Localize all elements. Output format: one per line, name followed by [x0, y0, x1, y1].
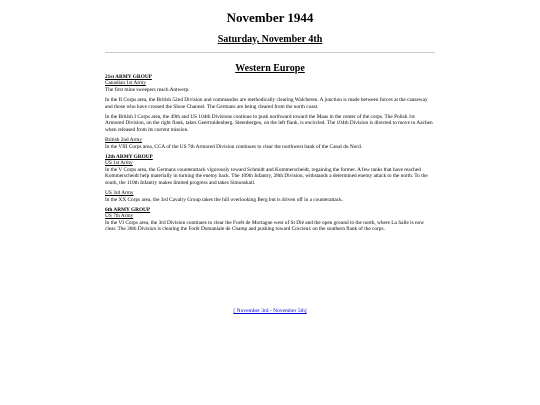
army-heading-canadian-1st: Canadian 1st Army — [105, 80, 146, 87]
report-paragraph: In the VI Corps area, the 3rd Division continues to clear the Forêt de Mortagne west of St Dié and the open ground to the north, where La Salle is now clear. The 36th Division is clearing the Forêt Domaniale de Champ and pushing toward Corcieux on the southern flank of the corps. — [105, 219, 425, 233]
group-heading-6th: 6th ARMY GROUP — [105, 206, 151, 213]
report-paragraph: In the VIII Corps area, CCA of the US 7th Armored Division continues to clear the northwest bank of the Canal du Nord. — [105, 143, 363, 150]
report-paragraph: In the British I Corps area, the 49th and US 104th Divisions continue to push northward toward the Maas in the center of the corps. The Polish 1st Armored Division, on the right flank, takes Geertruidenberg. Steenbergen, on the left flank, is encircled. The 104th Division is directed to move to Aachen when released from its current mission. — [105, 114, 433, 133]
horizontal-rule — [105, 52, 435, 53]
army-heading-us-7th: US 7th Army — [105, 213, 134, 220]
report-paragraph: In the II Corps area, the British 52nd Division and commandos are methodically clearing Walcheren. A junction is made between forces at the causeway and those who have crossed the Slooe Channel. The Germans are being cleared from the north coast. — [105, 97, 428, 110]
prev-next-date-link[interactable]: [ November 3rd - November 5th] — [233, 308, 307, 314]
day-title: Saturday, November 4th — [217, 34, 323, 45]
army-heading-us-3rd: US 3rd Army — [105, 190, 134, 197]
report-paragraph: In the XX Corps area, the 3rd Cavalry Group takes the hill overlooking Berg but is driven off in a counterattack. — [105, 196, 344, 203]
section-title: Western Europe — [235, 63, 305, 74]
report-paragraph: In the V Corps area, the Germans counterattack vigorously toward Schmidt and Kommerscheidt, regaining the former. A few tanks that have reached Kommerscheidt help materially in turning the enemy back. The 109th Infantry, 28th Division, withstands a determined enemy attack to the north. To the south, the 110th Infantry makes limited progress and takes Simonskall. — [105, 166, 428, 186]
group-heading-21st: 21st ARMY GROUP — [105, 74, 152, 80]
army-heading-british-2nd: British 2nd Army — [105, 137, 143, 144]
army-heading-us-1st: US 1st Army — [105, 160, 133, 167]
report-paragraph: The first mine sweepers reach Antwerp. — [105, 86, 190, 93]
date-navigation — [0, 308, 540, 315]
report-content — [105, 74, 435, 237]
month-title: November 1944 — [226, 10, 314, 25]
group-heading-12th: 12th ARMY GROUP — [105, 154, 153, 161]
